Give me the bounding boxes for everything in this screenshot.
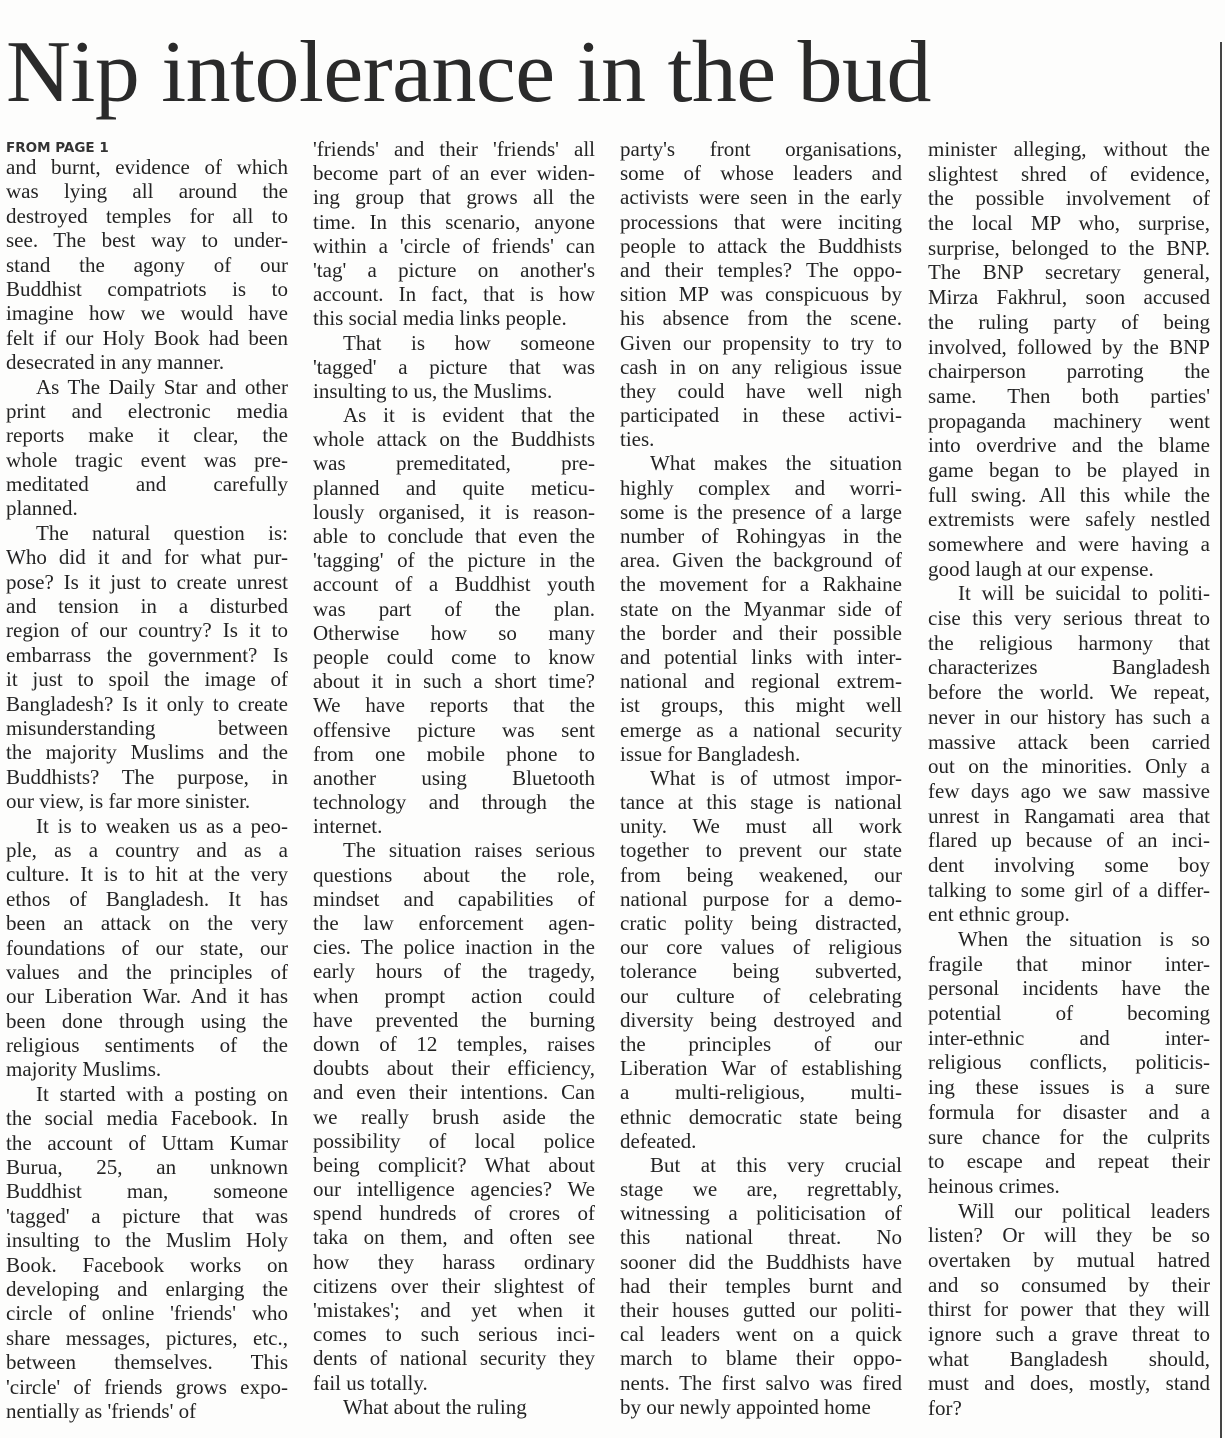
text-line: another using Bluetooth — [313, 765, 595, 790]
text-line: inter-ethnic and inter- — [928, 1025, 1210, 1050]
text-line: The BNP secretary general, — [928, 260, 1210, 285]
text-line: It will be suicidal to politi- — [958, 581, 1210, 606]
text-line: and burnt, evidence of which — [6, 155, 288, 179]
text-line: Burua, 25, an unknown — [6, 1155, 288, 1180]
text-line: our view, is far more sinister. — [6, 789, 251, 814]
text-line: whole tragic event was pre- — [6, 447, 288, 472]
text-line: planned. — [6, 496, 78, 521]
article-column-4 — [928, 137, 1210, 1421]
text-line: The situation raises serious — [343, 838, 595, 863]
text-line: Bangladesh? Is it only to create — [6, 691, 288, 716]
text-line: Will our political leaders — [958, 1198, 1210, 1223]
text-line: As The Daily Star and other — [36, 374, 288, 399]
article-column-2 — [313, 137, 595, 1419]
text-line: this national threat. No — [620, 1225, 902, 1250]
text-line: being complicit? What about — [313, 1152, 595, 1177]
text-line: 'tagged' a picture that was — [313, 354, 595, 379]
text-line: religious sentiments of the — [6, 1033, 288, 1058]
text-line: nents. The first salvo was fired — [620, 1370, 902, 1395]
text-line: religious conflicts, politicis- — [928, 1050, 1210, 1075]
text-line: ties. — [620, 427, 655, 452]
text-line: number of Rohingyas in the — [620, 524, 902, 548]
text-line: 'circle' of friends grows expo- — [6, 1374, 288, 1399]
text-line: dents of national security they — [313, 1346, 595, 1371]
text-line: it just to spoil the image of — [6, 667, 288, 692]
article-column-1 — [6, 155, 288, 1423]
headline: Nip intolerance in the bud — [6, 24, 931, 121]
text-line: out on the minorities. Only a — [928, 754, 1210, 779]
text-line: ing these issues is a sure — [928, 1075, 1210, 1100]
text-line: developing and enlarging the — [6, 1276, 288, 1301]
text-line: by our newly appointed home — [620, 1394, 871, 1419]
text-line: march to blame their oppo- — [620, 1346, 902, 1371]
text-line: comes to such serious inci- — [313, 1322, 595, 1347]
text-line: Buddhist compatriots is to — [6, 276, 288, 301]
text-line: people to attack the Buddhists — [620, 233, 902, 258]
from-page-kicker: FROM PAGE 1 — [6, 140, 109, 156]
text-line: majority Muslims. — [6, 1057, 162, 1082]
text-line: surprise, belonged to the BNP. — [928, 235, 1210, 260]
paragraph — [620, 1153, 902, 1419]
text-line: talking to some girl of a differ- — [928, 877, 1210, 902]
text-line: formula for disaster and a — [928, 1099, 1210, 1124]
paragraph — [313, 331, 595, 404]
text-line: But at this very crucial — [650, 1152, 902, 1177]
text-line: mindset and capabilities of — [313, 886, 595, 911]
text-line: our core values of religious — [620, 935, 902, 960]
text-line: to escape and repeat their — [928, 1149, 1210, 1174]
text-line: the account of Uttam Kumar — [6, 1130, 288, 1155]
text-line: down of 12 temples, raises — [313, 1031, 595, 1056]
text-line: taka on them, and often see — [313, 1225, 595, 1250]
paragraph — [928, 137, 1210, 581]
text-line: propaganda machinery went — [928, 408, 1210, 433]
text-line: stand the agony of our — [6, 252, 288, 277]
text-line: 'friends' and their 'friends' all — [313, 137, 595, 161]
text-line: within a 'circle of friends' can — [313, 233, 595, 258]
text-line: values and the principles of — [6, 959, 288, 984]
text-line: never in our history has such a — [928, 704, 1210, 729]
text-line: when prompt action could — [313, 983, 595, 1008]
text-line: the majority Muslims and the — [6, 740, 288, 765]
text-line: witnessing a politicisation of — [620, 1201, 902, 1226]
text-line: emerge as a national security — [620, 717, 902, 742]
text-line: fail us totally. — [313, 1370, 428, 1395]
text-line: diversity being destroyed and — [620, 1007, 902, 1032]
text-line: the social media Facebook. In — [6, 1106, 288, 1131]
text-line: unrest in Rangamati area that — [928, 803, 1210, 828]
text-line: party's front organisations, — [620, 137, 902, 161]
paragraph — [313, 137, 595, 331]
text-line: account. In fact, that is how — [313, 282, 595, 307]
text-line: few days ago we saw massive — [928, 778, 1210, 803]
text-line: What makes the situation — [650, 451, 902, 476]
text-line: cash in on any religious issue — [620, 354, 902, 379]
text-line: destroyed temples for all to — [6, 203, 288, 228]
text-line: fragile that minor inter- — [928, 951, 1210, 976]
text-line: unity. We must all work — [620, 814, 902, 839]
text-line: imagine how we would have — [6, 301, 288, 326]
text-line: what Bangladesh should, — [928, 1346, 1210, 1371]
text-line: potential of becoming — [928, 1001, 1210, 1026]
text-line: some of whose leaders and — [620, 161, 902, 186]
text-line: national and regional extrem- — [620, 669, 902, 694]
text-line: region of our country? Is it to — [6, 618, 288, 643]
text-line: felt if our Holy Book had been — [6, 325, 288, 350]
text-line: Liberation War of establishing — [620, 1056, 902, 1081]
text-line: become part of an ever widen- — [313, 161, 595, 186]
text-line: the local MP who, surprise, — [928, 211, 1210, 236]
text-line: Buddhist man, someone — [6, 1179, 288, 1204]
text-line: and tension in a disturbed — [6, 594, 288, 619]
text-line: cies. The police inaction in the — [313, 935, 595, 960]
text-line: able to conclude that even the — [313, 524, 595, 548]
text-line: ignore such a grave threat to — [928, 1322, 1210, 1346]
text-line: state on the Myanmar side of — [620, 596, 902, 621]
text-line: and so consumed by their — [928, 1272, 1210, 1297]
text-line: It started with a posting on — [36, 1081, 288, 1106]
text-line: between themselves. This — [6, 1350, 288, 1375]
paragraph — [928, 1199, 1210, 1421]
text-line: ist groups, this might well — [620, 693, 902, 718]
paragraph — [6, 1082, 288, 1423]
text-line: full swing. All this while the — [928, 482, 1210, 507]
text-line: activists were seen in the early — [620, 185, 902, 210]
text-line: before the world. We repeat, — [928, 680, 1210, 705]
text-line: had their temples burnt and — [620, 1273, 902, 1298]
article-column-3 — [620, 137, 902, 1419]
text-line: dent involving some boy — [928, 852, 1210, 877]
text-line: cise this very serious threat to — [928, 606, 1210, 631]
text-line: and even their intentions. Can — [313, 1080, 595, 1105]
text-line: highly complex and worri- — [620, 475, 902, 500]
paragraph — [928, 927, 1210, 1199]
text-line: the religious harmony that — [928, 630, 1210, 655]
text-line: Who did it and for what pur- — [6, 545, 288, 570]
text-line: Buddhists? The purpose, in — [6, 764, 288, 789]
text-line: When the situation is so — [958, 927, 1210, 951]
text-line: The natural question is: — [36, 520, 288, 545]
text-line: the ruling party of being — [928, 309, 1210, 334]
text-line: minister alleging, without the — [928, 137, 1210, 161]
text-line: been done through using the — [6, 1008, 288, 1033]
text-line: ing group that grows all the — [313, 185, 595, 210]
text-line: ple, as a country and as a — [6, 837, 288, 862]
text-line: Book. Facebook works on — [6, 1252, 288, 1277]
text-line: sition MP was conspicuous by — [620, 282, 902, 307]
text-line: citizens over their slightest of — [313, 1273, 595, 1298]
paragraph — [6, 155, 288, 375]
paragraph — [6, 521, 288, 814]
text-line: this social media links people. — [313, 306, 567, 331]
text-line: heinous crimes. — [928, 1173, 1060, 1198]
text-line: 'tag' a picture on another's — [313, 257, 595, 282]
text-line: the law enforcement agen- — [313, 911, 595, 935]
text-line: from being weakened, our — [620, 862, 902, 887]
text-line: early hours of the tragedy, — [313, 959, 595, 984]
text-line: was lying all around the — [6, 179, 288, 204]
text-line: people could come to know — [313, 644, 595, 669]
text-line: embarrass the government? Is — [6, 642, 288, 667]
text-line: flared up because of an inci- — [928, 828, 1210, 853]
text-line: 'mistakes'; and yet when it — [313, 1298, 595, 1322]
text-line: a multi-religious, multi- — [620, 1080, 902, 1105]
text-line: time. In this scenario, anyone — [313, 209, 595, 234]
text-line: the possible involvement of — [928, 186, 1210, 211]
text-line: personal incidents have the — [928, 976, 1210, 1001]
text-line: pose? Is it just to create unrest — [6, 569, 288, 594]
text-line: circle of online 'friends' who — [6, 1301, 288, 1326]
text-line: our intelligence agencies? We — [313, 1177, 595, 1202]
column-rule — [1220, 42, 1222, 1438]
text-line: What is of utmost impor- — [650, 765, 902, 790]
text-line: massive attack been carried — [928, 729, 1210, 754]
text-line: sooner did the Buddhists have — [620, 1249, 902, 1274]
text-line: sure chance for the culprits — [928, 1124, 1210, 1149]
text-line: insulting to the Muslim Holy — [6, 1228, 288, 1253]
text-line: listen? Or will they be so — [928, 1223, 1210, 1248]
text-line: into overdrive and the blame — [928, 433, 1210, 458]
text-line: his absence from the scene. — [620, 306, 902, 331]
text-line: our Liberation War. And it has — [6, 984, 288, 1009]
text-line: possibility of local police — [313, 1128, 595, 1153]
text-line: the border and their possible — [620, 620, 902, 645]
text-line: print and electronic media — [6, 398, 288, 423]
text-line: As it is evident that the — [343, 403, 595, 428]
text-line: some is the presence of a large — [620, 499, 902, 524]
text-line: ent ethnic group. — [928, 902, 1070, 927]
text-line: area. Given the background of — [620, 548, 902, 573]
text-line: national purpose for a demo- — [620, 886, 902, 911]
text-line: about it in such a short time? — [313, 669, 595, 694]
text-line: from one mobile phone to — [313, 741, 595, 766]
text-line: meditated and carefully — [6, 472, 288, 497]
text-line: cratic polity being distracted, — [620, 911, 902, 935]
text-line: issue for Bangladesh. — [620, 741, 801, 766]
text-line: overtaken by mutual hatred — [928, 1247, 1210, 1272]
text-line: have prevented the burning — [313, 1007, 595, 1032]
paragraph — [6, 814, 288, 1082]
text-line: tolerance being subverted, — [620, 959, 902, 984]
text-line: game began to be played in — [928, 457, 1210, 482]
paragraph — [313, 838, 595, 1394]
text-line: was part of the plan. — [313, 596, 595, 621]
text-line: and their temples? The oppo- — [620, 257, 902, 282]
text-line: whole attack on the Buddhists — [313, 427, 595, 452]
text-line: how they harass ordinary — [313, 1249, 595, 1274]
text-line: somewhere and were having a — [928, 532, 1210, 556]
text-line: spend hundreds of crores of — [313, 1201, 595, 1226]
text-line: chairperson parroting the — [928, 359, 1210, 384]
text-line: tance at this stage is national — [620, 790, 902, 815]
text-line: cal leaders went on a quick — [620, 1322, 902, 1347]
text-line: share messages, pictures, etc., — [6, 1325, 288, 1350]
text-line: It is to weaken us as a peo- — [36, 813, 288, 838]
text-line: ethos of Bangladesh. It has — [6, 886, 288, 911]
text-line: slightest shred of evidence, — [928, 161, 1210, 186]
text-line: offensive picture was sent — [313, 717, 595, 742]
text-line: What about the ruling — [343, 1394, 527, 1419]
text-line: involved, followed by the BNP — [928, 334, 1210, 359]
paragraph — [620, 451, 902, 765]
text-line: planned and quite meticu- — [313, 475, 595, 500]
paragraph — [620, 766, 902, 1153]
text-line: foundations of our state, our — [6, 935, 288, 960]
text-line: misunderstanding between — [6, 715, 288, 740]
text-line: they could have well nigh — [620, 378, 902, 403]
text-line: must and does, mostly, stand — [928, 1371, 1210, 1396]
text-line: 'tagging' of the picture in the — [313, 548, 595, 573]
text-line: Mirza Fakhrul, soon accused — [928, 285, 1210, 310]
text-line: same. Then both parties' — [928, 383, 1210, 408]
text-line: processions that were inciting — [620, 209, 902, 234]
paragraph — [313, 403, 595, 838]
text-line: reports make it clear, the — [6, 423, 288, 448]
text-line: ethnic democratic state being — [620, 1104, 902, 1129]
text-line: for? — [928, 1396, 962, 1421]
text-line: we really brush aside the — [313, 1104, 595, 1129]
text-line: culture. It is to hit at the very — [6, 862, 288, 887]
text-line: insulting to us, the Muslims. — [313, 378, 553, 403]
text-line: nentially as 'friends' of — [6, 1398, 197, 1423]
text-line: their houses gutted our politi- — [620, 1298, 902, 1322]
text-line: internet. — [313, 814, 383, 839]
text-line: see. The best way to under- — [6, 228, 288, 253]
text-line: account of a Buddhist youth — [313, 572, 595, 597]
text-line: thirst for power that they will — [928, 1297, 1210, 1322]
text-line: desecrated in any manner. — [6, 350, 225, 375]
text-line: defeated. — [620, 1128, 697, 1153]
text-line: questions about the role, — [313, 862, 595, 887]
text-line: and potential links with inter- — [620, 644, 902, 669]
text-line: the movement for a Rakhaine — [620, 572, 902, 597]
text-line: That is how someone — [343, 330, 595, 355]
text-line: extremists were safely nestled — [928, 507, 1210, 532]
text-line: doubts about their efficiency, — [313, 1056, 595, 1081]
text-line: Given our propensity to try to — [620, 330, 902, 355]
paragraph — [6, 375, 288, 521]
text-line: Otherwise how so many — [313, 620, 595, 645]
text-line: our culture of celebrating — [620, 983, 902, 1008]
paragraph — [313, 1395, 595, 1419]
text-line: the principles of our — [620, 1031, 902, 1056]
text-line: good laugh at our expense. — [928, 556, 1154, 581]
text-line: lously organised, it is reason- — [313, 499, 595, 524]
text-line: 'tagged' a picture that was — [6, 1203, 288, 1228]
paragraph — [620, 137, 902, 451]
text-line: been an attack on the very — [6, 911, 288, 936]
text-line: was premeditated, pre- — [313, 451, 595, 476]
text-line: together to prevent our state — [620, 838, 902, 863]
text-line: participated in these activi- — [620, 403, 902, 428]
text-line: technology and through the — [313, 790, 595, 815]
paragraph — [928, 581, 1210, 927]
text-line: stage we are, regrettably, — [620, 1177, 902, 1202]
text-line: We have reports that the — [313, 693, 595, 718]
text-line: characterizes Bangladesh — [928, 655, 1210, 680]
